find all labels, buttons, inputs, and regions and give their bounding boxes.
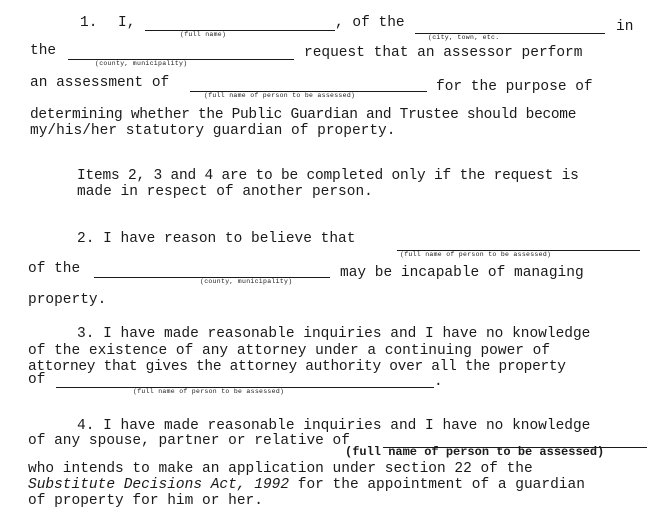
para-2-line-2-start: of the — [28, 261, 81, 277]
para-3-line-3: attorney that gives the attorney authority over all the property — [28, 359, 566, 375]
para-2-line-2-end: may be incapable of managing — [340, 265, 584, 281]
para-1-line-1-end: in — [616, 19, 634, 35]
para-1-number: 1. — [80, 15, 98, 31]
para-4-person-caption: (full name of person to be assessed) — [345, 445, 605, 459]
para-3-person-caption: (full name of person to be assessed) — [133, 388, 285, 395]
para-2-person-caption: (full name of person to be assessed) — [400, 251, 552, 258]
full-name-field[interactable] — [145, 30, 335, 31]
county-caption: (county, municipality) — [95, 60, 188, 67]
para-1-line-2-end: request that an assessor perform — [304, 45, 583, 61]
para-1-line-4: determining whether the Public Guardian and Trustee should become — [30, 107, 577, 123]
act-title: Substitute Decisions Act, 1992 — [28, 477, 290, 493]
para-1-line-3-end: for the purpose of — [436, 79, 593, 95]
para-1-line-2-start: the — [30, 43, 57, 59]
para-3-line-2: of the existence of any attorney under a continuing power of — [28, 343, 551, 359]
para-3-line-4-start: of — [28, 372, 46, 388]
para-1-line-1-middle: , of the — [335, 15, 405, 31]
para-4-line-4 — [28, 477, 585, 493]
full-name-caption: (full name) — [180, 31, 227, 38]
note-line-2: made in respect of another person. — [77, 184, 373, 200]
para-4-line-4-rest: for the appointment of a guardian — [289, 477, 585, 493]
para-2-county-caption: (county, municipality) — [200, 278, 293, 285]
para-1-line-1-start: I, — [118, 15, 136, 31]
city-town-caption: (city, town, etc. — [428, 34, 500, 41]
para-4-line-5: of property for him or her. — [28, 493, 263, 509]
para-3-line-4-end: . — [434, 374, 443, 390]
para-1-line-3-start: an assessment of — [30, 75, 170, 91]
para-3-line-1: 3. I have made reasonable inquiries and I have no knowledge — [77, 326, 591, 342]
para-2-line-3: property. — [28, 292, 107, 308]
person-assessed-caption: (full name of person to be assessed) — [204, 92, 356, 99]
para-4-line-1: 4. I have made reasonable inquiries and I have no knowledge — [77, 418, 591, 434]
para-4-line-3: who intends to make an application under section 22 of the — [28, 461, 533, 477]
para-2-line-1: 2. I have reason to believe that — [77, 231, 356, 247]
para-1-line-5: my/his/her statutory guardian of property. — [30, 123, 396, 139]
note-line-1: Items 2, 3 and 4 are to be completed only if the request is — [77, 168, 579, 184]
para-4-line-2: of any spouse, partner or relative of — [28, 433, 350, 449]
